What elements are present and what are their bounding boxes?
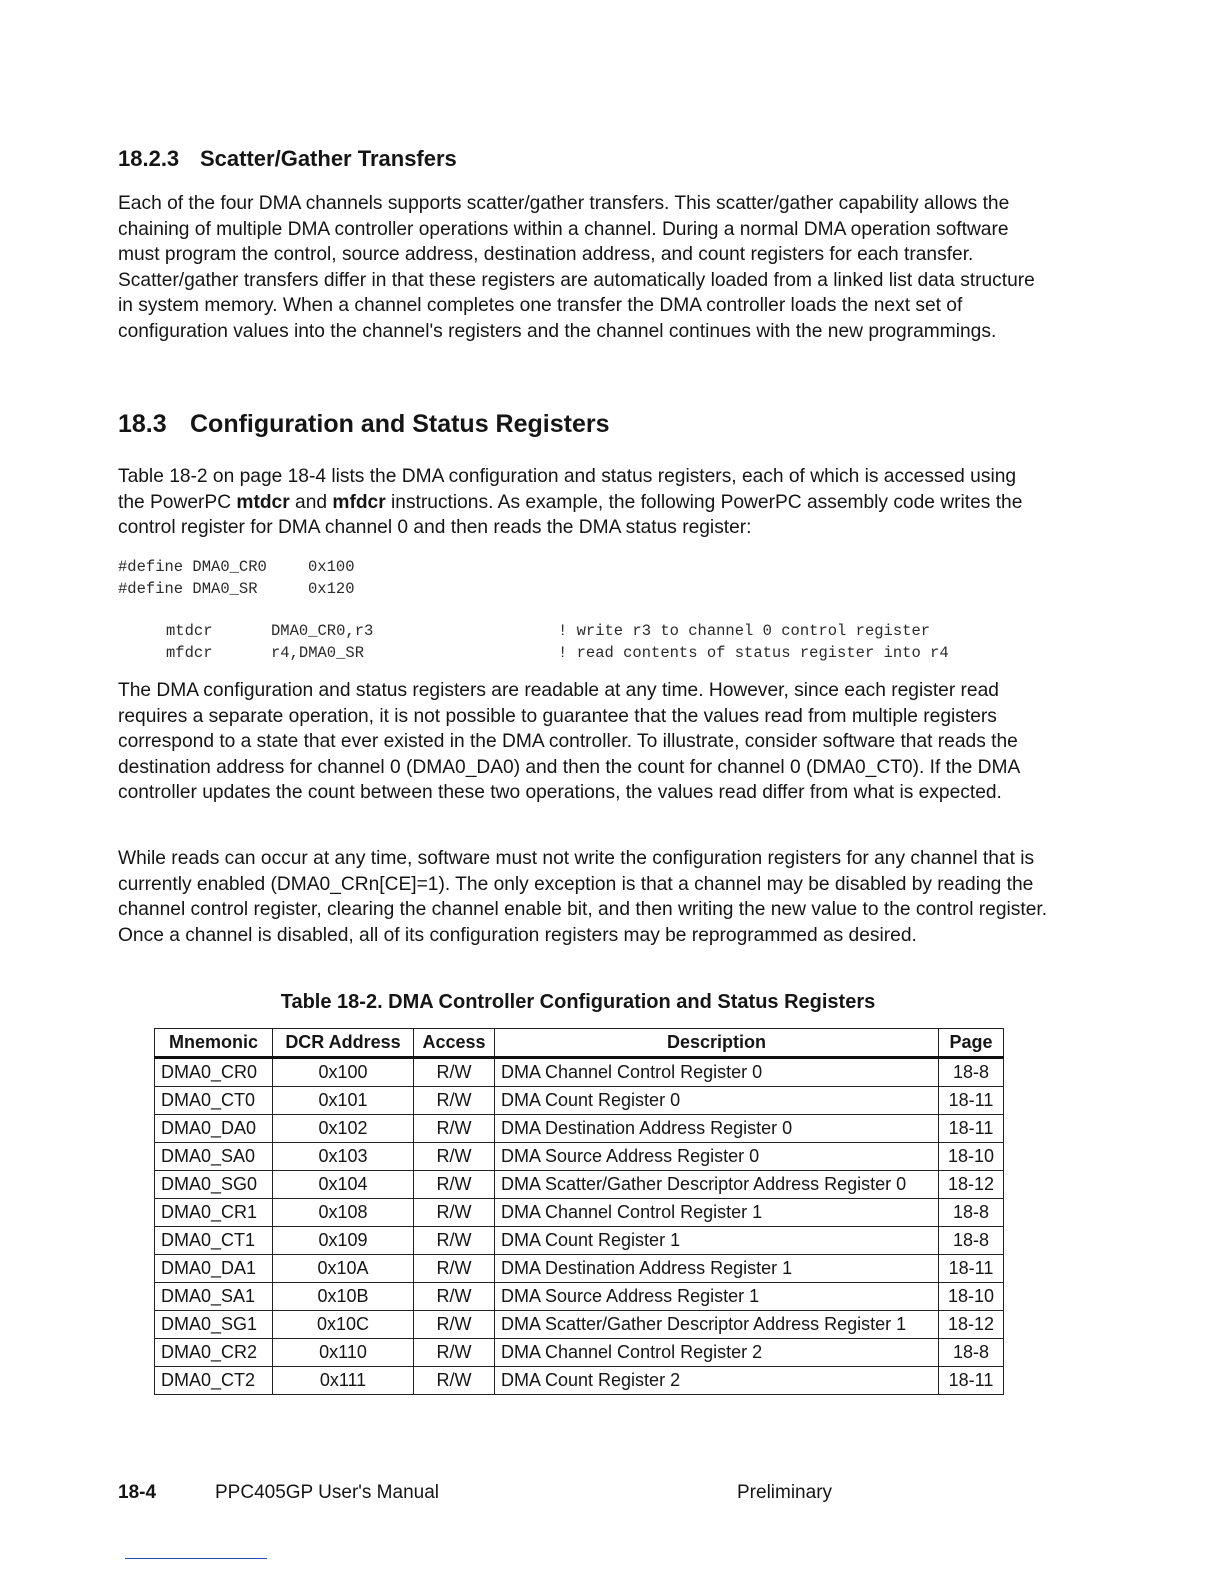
- cell-page: 18-8: [939, 1058, 1004, 1087]
- scatter-gather-paragraph: Each of the four DMA channels supports scatter/gather transfers. This scatter/gather capability allows the chaining of multiple DMA controller operations within a channel. During a normal DMA operation software must program the control, source address, destination address, and count registers for each transfer. Scatter/gather transfers differ in that these registers are automatically loaded from a linked list data structure in system memory. When a channel completes one transfer the DMA controller loads the next set of configuration values into the channel's registers and the channel continues with the new programmings.: [118, 193, 1035, 342]
- cell-dcr-address: 0x109: [273, 1227, 414, 1255]
- cell-description: DMA Count Register 1: [495, 1227, 939, 1255]
- header-access: Access: [414, 1029, 495, 1058]
- code-instructions: [118, 622, 1018, 666]
- write-restriction-paragraph: While reads can occur at any time, software must not write the configuration registers for any channel that is currently enabled (DMA0_CRn[CE]=1). The only exception is that a channel may be disabled by reading the channel control register, clearing the channel enable bit, and then writing the new value to the control register. Once a channel is disabled, all of its configuration registers may be reprogrammed as desired.: [118, 848, 1048, 946]
- code-line: [118, 558, 1018, 580]
- cell-page: 18-11: [939, 1115, 1004, 1143]
- section-number: 18.3: [118, 410, 167, 438]
- cell-dcr-address: 0x102: [273, 1115, 414, 1143]
- cell-description: DMA Channel Control Register 1: [495, 1199, 939, 1227]
- cell-page: 18-8: [939, 1339, 1004, 1367]
- section-title: Scatter/Gather Transfers: [200, 146, 457, 171]
- cell-description: DMA Scatter/Gather Descriptor Address Register 1: [495, 1311, 939, 1339]
- cell-page: 18-8: [939, 1199, 1004, 1227]
- instruction-op: mfdcr: [166, 644, 213, 662]
- instruction-comment: ! write r3 to channel 0 control register: [558, 622, 931, 640]
- footer-rule: [125, 1558, 267, 1559]
- define-value: 0x100: [308, 558, 355, 576]
- table-body: [155, 1058, 1004, 1395]
- header-mnemonic: Mnemonic: [155, 1029, 273, 1058]
- cell-access: R/W: [414, 1087, 495, 1115]
- cell-dcr-address: 0x108: [273, 1199, 414, 1227]
- cell-dcr-address: 0x110: [273, 1339, 414, 1367]
- cell-description: DMA Source Address Register 1: [495, 1283, 939, 1311]
- cell-dcr-address: 0x103: [273, 1143, 414, 1171]
- cell-access: R/W: [414, 1143, 495, 1171]
- instruction-op: mtdcr: [166, 622, 213, 640]
- cell-access: R/W: [414, 1227, 495, 1255]
- cell-page: 18-8: [939, 1227, 1004, 1255]
- define-directive: #define DMA0_SR: [118, 580, 258, 598]
- cell-access: R/W: [414, 1283, 495, 1311]
- cell-description: DMA Channel Control Register 2: [495, 1339, 939, 1367]
- define-value: 0x120: [308, 580, 355, 598]
- table-row: [155, 1143, 1004, 1171]
- intro-text: instructions. As example, the following PowerPC assembly code writes the control register for DMA channel 0 and then reads the DMA status register:: [118, 491, 1023, 539]
- cell-mnemonic: DMA0_DA0: [155, 1115, 273, 1143]
- cell-mnemonic: DMA0_SA1: [155, 1283, 273, 1311]
- header-dcr-address: DCR Address: [273, 1029, 414, 1058]
- cell-description: DMA Scatter/Gather Descriptor Address Register 0: [495, 1171, 939, 1199]
- section-title: Configuration and Status Registers: [190, 410, 610, 438]
- cell-page: 18-12: [939, 1311, 1004, 1339]
- register-table: [154, 1028, 1004, 1395]
- table-row: [155, 1087, 1004, 1115]
- cell-page: 18-10: [939, 1283, 1004, 1311]
- cell-description: DMA Destination Address Register 0: [495, 1115, 939, 1143]
- section-heading-18-2-3: [118, 146, 1048, 172]
- instruction-args: r4,DMA0_SR: [271, 644, 365, 662]
- cell-mnemonic: DMA0_SA0: [155, 1143, 273, 1171]
- cell-access: R/W: [414, 1171, 495, 1199]
- code-line: [118, 622, 1018, 644]
- instruction-comment: ! read contents of status register into r4: [558, 644, 949, 662]
- cell-mnemonic: DMA0_CT0: [155, 1087, 273, 1115]
- mtdcr-instruction: mtdcr: [236, 491, 290, 513]
- footer-status: Preliminary: [737, 1482, 833, 1503]
- table-row: [155, 1171, 1004, 1199]
- code-line: [118, 580, 1018, 602]
- header-description: Description: [495, 1029, 939, 1058]
- table-row: [155, 1255, 1004, 1283]
- cell-dcr-address: 0x111: [273, 1367, 414, 1395]
- cell-access: R/W: [414, 1058, 495, 1087]
- cell-access: R/W: [414, 1199, 495, 1227]
- cell-mnemonic: DMA0_CR0: [155, 1058, 273, 1087]
- footer-page-number: 18-4: [118, 1482, 157, 1503]
- cell-dcr-address: 0x100: [273, 1058, 414, 1087]
- cell-description: DMA Destination Address Register 1: [495, 1255, 939, 1283]
- cell-mnemonic: DMA0_CT1: [155, 1227, 273, 1255]
- cell-access: R/W: [414, 1255, 495, 1283]
- table-row: [155, 1115, 1004, 1143]
- cell-access: R/W: [414, 1339, 495, 1367]
- cell-dcr-address: 0x10B: [273, 1283, 414, 1311]
- header-page: Page: [939, 1029, 1004, 1058]
- table-row: [155, 1339, 1004, 1367]
- cell-dcr-address: 0x101: [273, 1087, 414, 1115]
- table-row: [155, 1311, 1004, 1339]
- cell-mnemonic: DMA0_CR2: [155, 1339, 273, 1367]
- table-row: [155, 1058, 1004, 1087]
- intro-text: and: [289, 491, 333, 513]
- cell-mnemonic: DMA0_SG1: [155, 1311, 273, 1339]
- footer-manual-title: PPC405GP User's Manual: [215, 1482, 439, 1503]
- cell-description: DMA Count Register 0: [495, 1087, 939, 1115]
- section-heading-18-3: [118, 410, 1048, 439]
- cell-mnemonic: DMA0_CR1: [155, 1199, 273, 1227]
- table-row: [155, 1199, 1004, 1227]
- cell-description: DMA Count Register 2: [495, 1367, 939, 1395]
- define-directive: #define DMA0_CR0: [118, 558, 267, 576]
- instruction-args: DMA0_CR0,r3: [271, 622, 374, 640]
- table-caption: Table 18-2. DMA Controller Configuration and Status Registers: [280, 991, 876, 1013]
- mfdcr-instruction: mfdcr: [332, 491, 386, 513]
- section-number: 18.2.3: [118, 146, 180, 171]
- registers-intro-paragraph: [118, 464, 1048, 541]
- cell-mnemonic: DMA0_DA1: [155, 1255, 273, 1283]
- cell-description: DMA Channel Control Register 0: [495, 1058, 939, 1087]
- cell-page: 18-11: [939, 1367, 1004, 1395]
- readability-paragraph: The DMA configuration and status registers are readable at any time. However, since each register read requires a separate operation, it is not possible to guarantee that the values read from multiple registers correspond to a state that ever existed in the DMA controller. To illustrate, consider software that reads the destination address for channel 0 (DMA0_DA0) and then the count for channel 0 (DMA0_CT0). If the DMA controller updates the count between these two operations, the values read differ from what is expected.: [118, 680, 1020, 804]
- cell-dcr-address: 0x104: [273, 1171, 414, 1199]
- intro-text: Table 18-2 on page 18-4 lists the DMA configuration and status registers, each of which is accessed using the PowerPC: [118, 466, 1017, 513]
- code-defines: [118, 558, 1018, 602]
- table-header-row: [155, 1029, 1004, 1058]
- cell-access: R/W: [414, 1115, 495, 1143]
- cell-page: 18-12: [939, 1171, 1004, 1199]
- table-row: [155, 1283, 1004, 1311]
- cell-mnemonic: DMA0_CT2: [155, 1367, 273, 1395]
- cell-mnemonic: DMA0_SG0: [155, 1171, 273, 1199]
- cell-page: 18-11: [939, 1087, 1004, 1115]
- cell-dcr-address: 0x10C: [273, 1311, 414, 1339]
- code-line: [118, 644, 1018, 666]
- cell-page: 18-10: [939, 1143, 1004, 1171]
- table-row: [155, 1367, 1004, 1395]
- cell-description: DMA Source Address Register 0: [495, 1143, 939, 1171]
- cell-page: 18-11: [939, 1255, 1004, 1283]
- cell-access: R/W: [414, 1367, 495, 1395]
- cell-access: R/W: [414, 1311, 495, 1339]
- cell-dcr-address: 0x10A: [273, 1255, 414, 1283]
- table-row: [155, 1227, 1004, 1255]
